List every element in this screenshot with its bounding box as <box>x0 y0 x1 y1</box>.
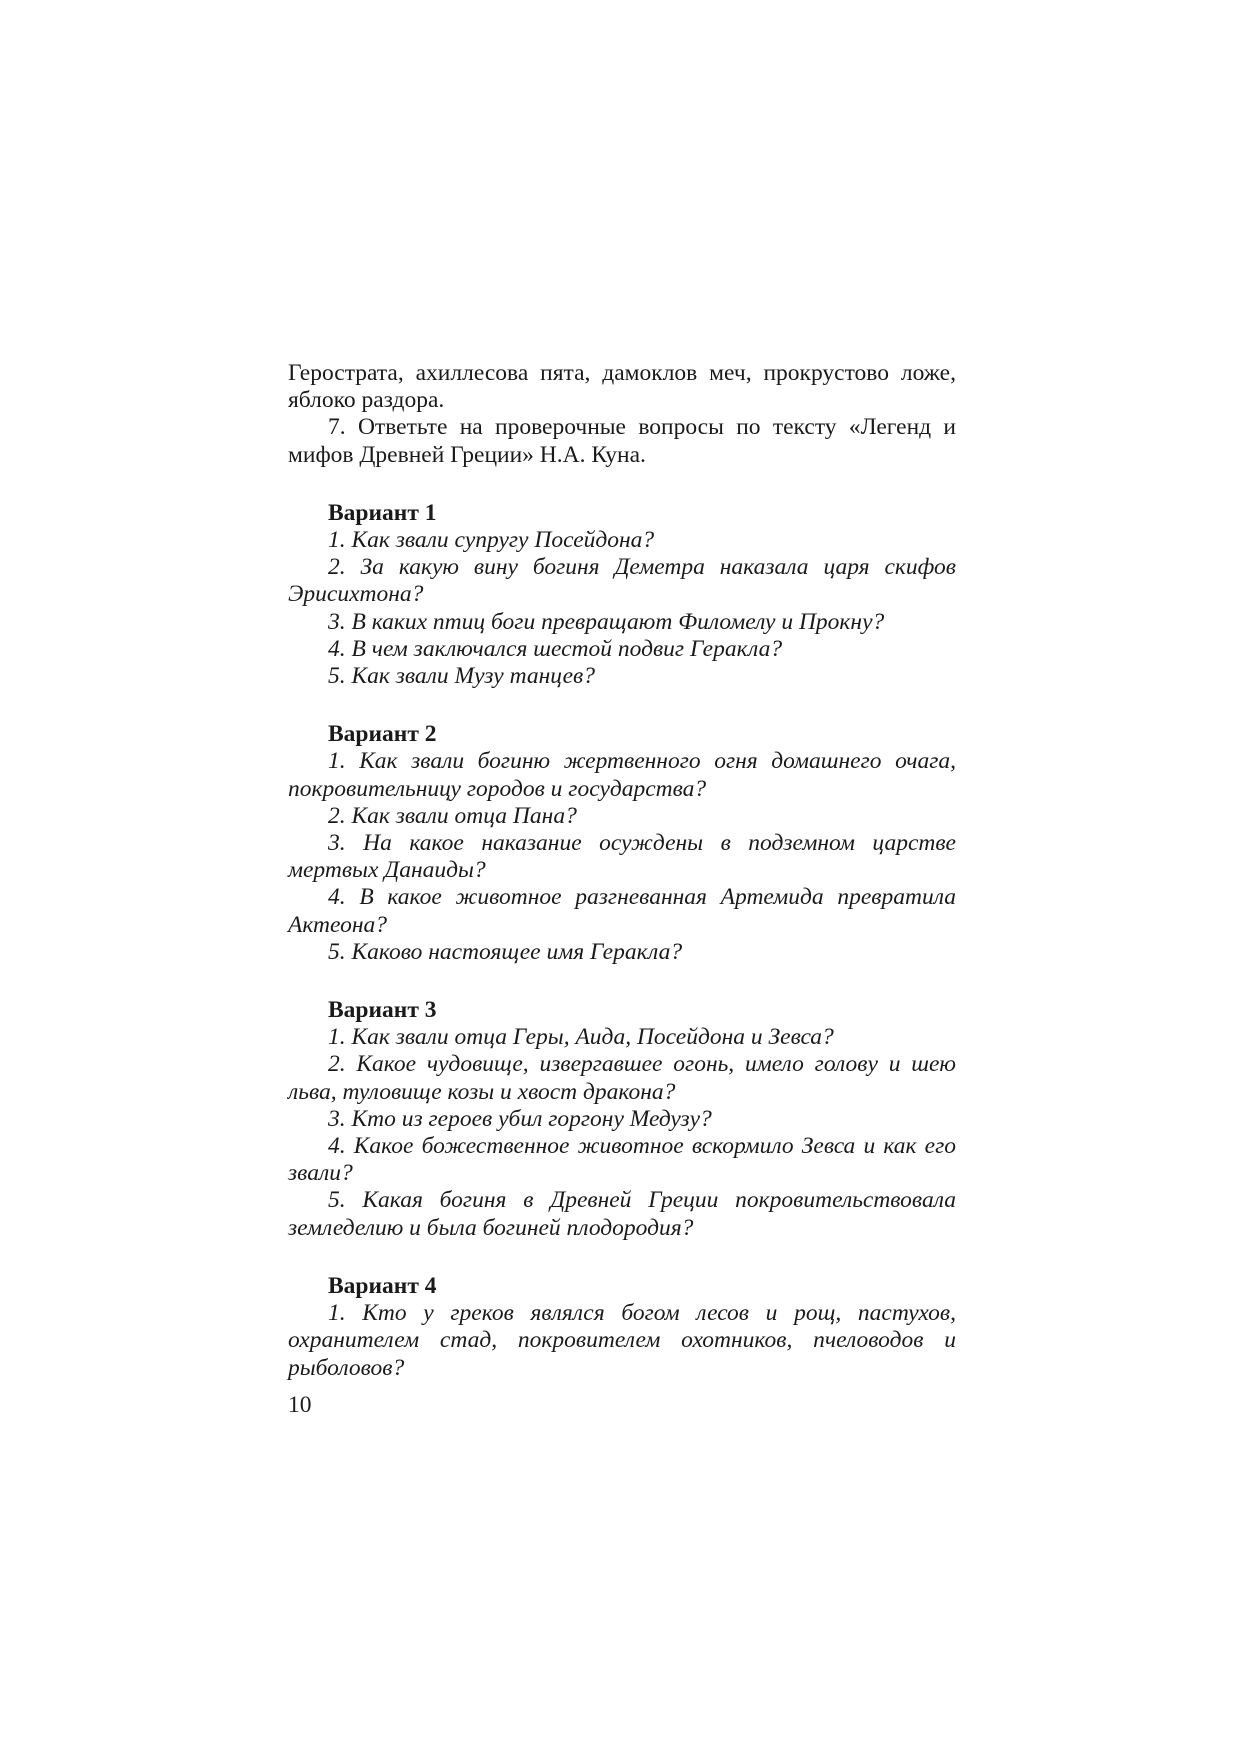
question: 3. На какое наказание осуждены в подземном царстве мертвых Данаиды? <box>288 830 956 884</box>
question: 1. Как звали отца Геры, Аида, Посейдона и Зевса? <box>328 1024 834 1051</box>
question: 1. Как звали супругу Посейдона? <box>328 527 655 554</box>
variant-2 <box>288 721 956 966</box>
question: 1. Кто у греков являлся богом лесов и рощ, пастухов, охранителем стад, покровителем охотников, пчеловодов и рыболовов? <box>288 1300 956 1381</box>
question: 5. Какая богиня в Древней Греции покровительствовала земледелию и была богиней плодородия? <box>288 1187 956 1241</box>
question: 2. За какую вину богиня Деметра наказала царя скифов Эрисихтона? <box>288 554 956 608</box>
question: 4. В чем заключался шестой подвиг Геракла? <box>328 635 783 662</box>
variant-3 <box>288 997 956 1242</box>
question: 4. В какое животное разгневанная Артемида превратила Актеона? <box>288 884 956 938</box>
task-7: 7. Ответьте на проверочные вопросы по тексту «Легенд и мифов Древней Греции» Н.А. Куна. <box>288 414 956 468</box>
variant-heading: Вариант 1 <box>328 499 437 526</box>
question: 2. Какое чудовище, извергавшее огонь, имело голову и шею льва, туловище козы и хвост дракона? <box>288 1051 956 1105</box>
variant-heading: Вариант 3 <box>328 997 437 1024</box>
variant-heading: Вариант 4 <box>328 1272 437 1299</box>
intro-continuation: Герострата, ахиллесова пята, дамоклов меч, прокрустово ложе, яблоко раздора. <box>288 360 956 414</box>
question: 1. Как звали богиню жертвенного огня домашнего очага, покровительницу городов и государства? <box>288 748 956 802</box>
variant-4 <box>288 1273 956 1382</box>
question: 5. Каково настоящее имя Геракла? <box>328 938 683 965</box>
page-content <box>288 360 956 1419</box>
question: 3. В каких птиц боги превращают Филомелу и Прокну? <box>328 608 885 635</box>
variant-1 <box>288 500 956 690</box>
page-number: 10 <box>288 1391 312 1418</box>
question: 2. Как звали отца Пана? <box>328 802 577 829</box>
question: 4. Какое божественное животное вскормило Зевса и как его звали? <box>288 1133 956 1187</box>
question: 3. Кто из героев убил горгону Медузу? <box>328 1105 712 1132</box>
question: 5. Как звали Музу танцев? <box>328 663 595 690</box>
variant-heading: Вариант 2 <box>328 721 437 748</box>
